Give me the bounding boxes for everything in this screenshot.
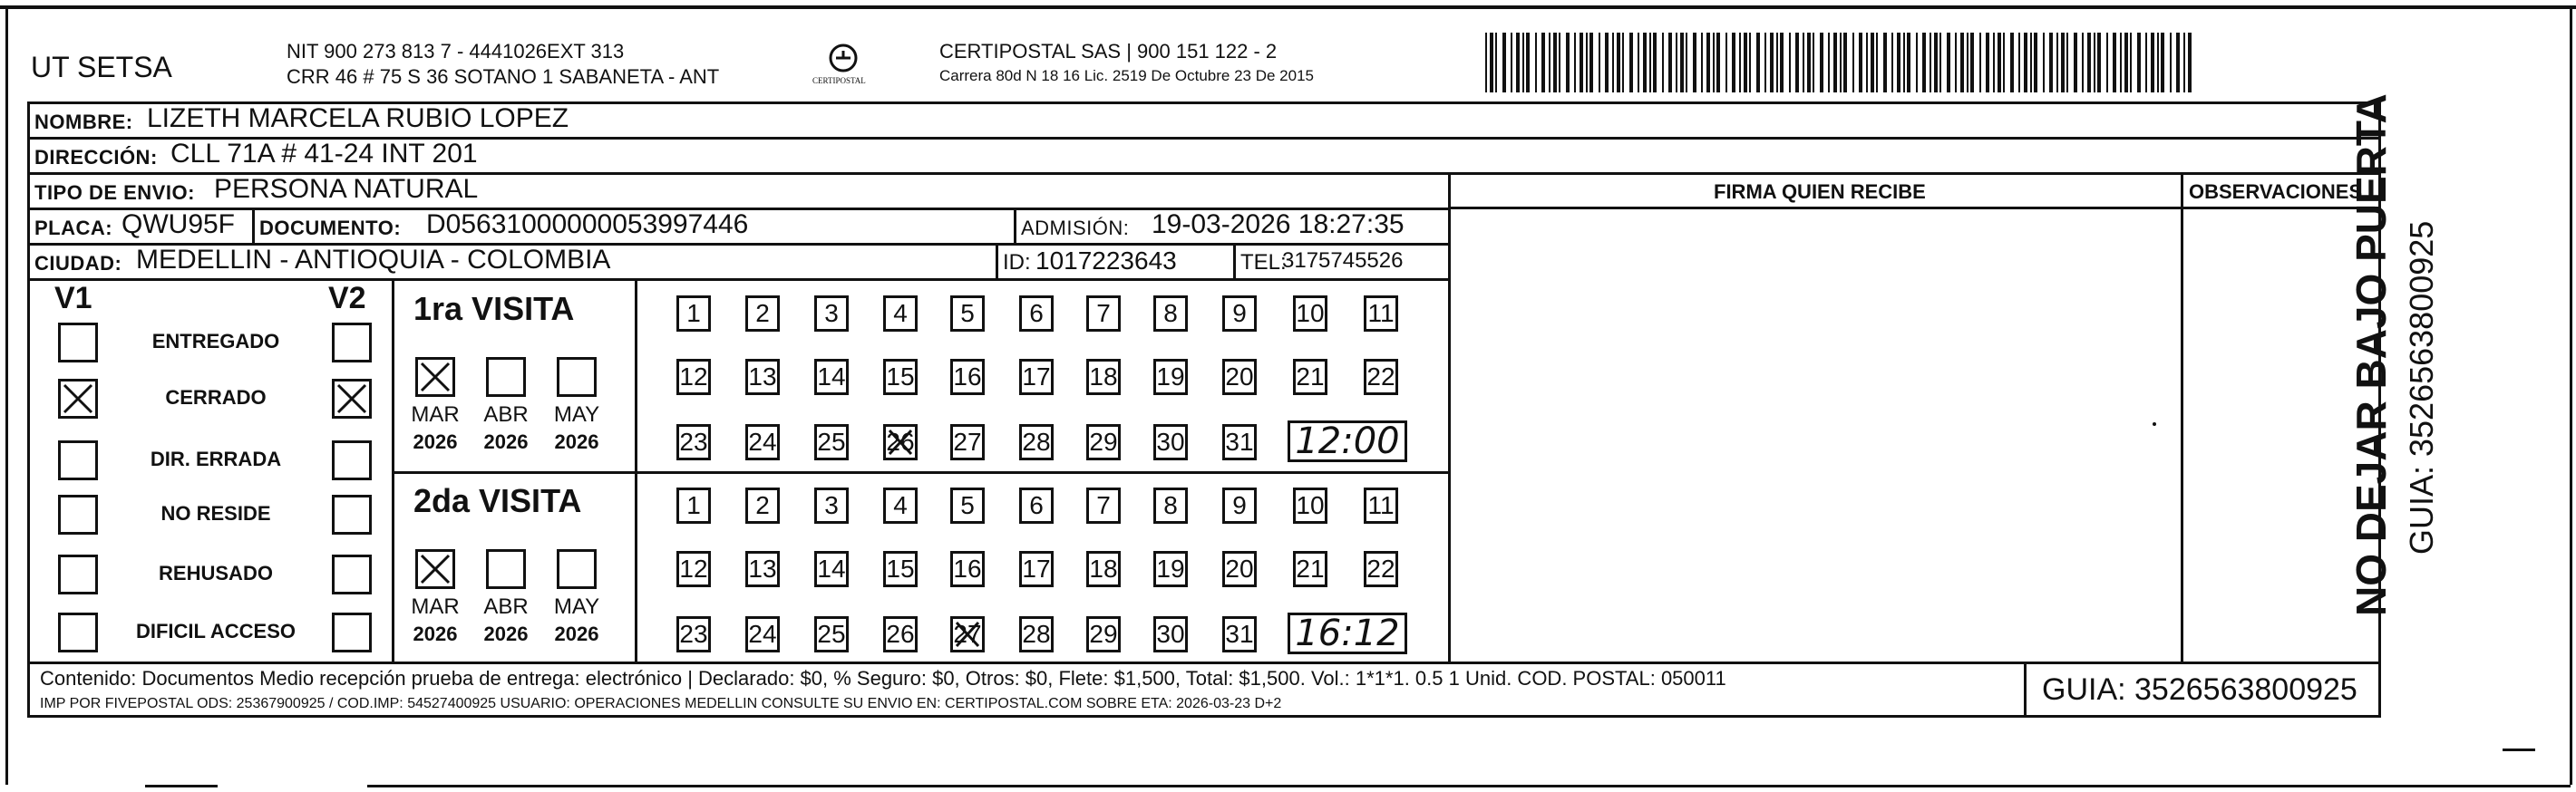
day-number: 18 [1089, 555, 1118, 583]
day-number: 22 [1366, 555, 1395, 583]
day-cell[interactable] [676, 488, 711, 524]
day-number: 21 [1296, 555, 1325, 583]
day-number: 8 [1163, 299, 1178, 327]
v2-checkbox-5[interactable] [332, 613, 372, 652]
day-cell[interactable] [1086, 616, 1121, 652]
day-number: 27 [953, 428, 982, 456]
day-cell[interactable] [950, 551, 985, 587]
month-checkbox-mar[interactable] [415, 549, 455, 589]
day-cell[interactable] [745, 488, 780, 524]
day-number: 24 [748, 428, 777, 456]
visit-time: 12:00 [1288, 420, 1407, 462]
status-option-label: REHUSADO [159, 562, 273, 584]
day-cell[interactable] [676, 359, 711, 395]
day-number: 4 [893, 491, 908, 519]
day-cell[interactable] [950, 488, 985, 524]
observaciones-header: OBSERVACIONES [2189, 180, 2363, 203]
day-number: 23 [679, 620, 708, 648]
day-cell[interactable] [676, 295, 711, 332]
footer-sep [27, 662, 2381, 664]
admision-sep [1014, 208, 1016, 243]
month-checkbox-may[interactable] [557, 357, 597, 397]
day-number: 17 [1022, 555, 1051, 583]
v1-checkbox-3[interactable] [58, 495, 98, 535]
day-cell[interactable] [1086, 359, 1121, 395]
day-number: 4 [893, 299, 908, 327]
v1-checkbox-5[interactable] [58, 613, 98, 652]
day-number: 26 [886, 620, 915, 648]
day-cell[interactable] [1364, 488, 1398, 524]
day-number: 1 [686, 299, 701, 327]
day-cell[interactable] [1153, 424, 1188, 460]
day-cell[interactable] [1086, 488, 1121, 524]
day-cell[interactable] [1153, 359, 1188, 395]
admision-label: ADMISIÓN: [1021, 217, 1130, 239]
visit-title-1: 2da VISITA [413, 482, 582, 519]
month-checkbox-may[interactable] [557, 549, 597, 589]
tipo-value: PERSONA NATURAL [214, 174, 479, 204]
cert-line1: CERTIPOSTAL SAS | 900 151 122 - 2 [939, 40, 1278, 63]
day-cell[interactable] [814, 551, 849, 587]
day-cell[interactable] [883, 295, 918, 332]
logo-text: CERTIPOSTAL [812, 76, 866, 85]
day-number: 18 [1089, 362, 1118, 391]
day-cell[interactable] [1364, 359, 1398, 395]
id-sep [996, 243, 998, 278]
visit-time: 16:12 [1288, 613, 1407, 654]
day-number: 21 [1296, 362, 1325, 391]
day-cell[interactable] [814, 295, 849, 332]
placa-sep [252, 208, 255, 243]
day-number: 28 [1022, 620, 1051, 648]
tipo-label: TIPO DE ENVIO: [34, 181, 195, 204]
day-cell[interactable] [883, 616, 918, 652]
day-cell[interactable] [950, 359, 985, 395]
id-value: 1017223643 [1035, 246, 1177, 275]
day-cell[interactable] [1222, 359, 1257, 395]
day-cell[interactable] [1364, 551, 1398, 587]
day-number: 12 [679, 362, 708, 391]
side-warning: NO DEJAR BAJO PUERTA [2348, 93, 2395, 616]
day-cell[interactable] [1293, 359, 1327, 395]
day-cell[interactable] [1086, 295, 1121, 332]
month-year: 2026 [554, 623, 599, 645]
day-cell[interactable] [883, 424, 918, 460]
day-cell[interactable] [1019, 616, 1054, 652]
day-number: 23 [679, 428, 708, 456]
day-number: 14 [817, 362, 846, 391]
top-border [0, 5, 2576, 9]
day-number: 25 [817, 620, 846, 648]
footer-line2: IMP POR FIVEPOSTAL ODS: 25367900925 / COD.IMP: 54527400925 USUARIO: OPERACIONES MEDELLIN CONSULTE SU ENVIO EN: CERTIPOSTAL.COM SOBRE ETA: 2026-03-23 D+2 [40, 696, 1282, 711]
day-number: 7 [1096, 491, 1111, 519]
day-cell[interactable] [1293, 488, 1327, 524]
firma-header: FIRMA QUIEN RECIBE [1714, 180, 1926, 203]
day-number: 20 [1225, 362, 1254, 391]
day-cell[interactable] [1019, 295, 1054, 332]
day-number: 31 [1225, 620, 1254, 648]
month-year: 2026 [483, 623, 529, 645]
cert-line2: Carrera 80d N 18 16 Lic. 2519 De Octubre 23 De 2015 [939, 67, 1314, 84]
day-number: 3 [824, 299, 839, 327]
day-cell[interactable] [1222, 616, 1257, 652]
left-border [5, 5, 8, 785]
day-cell[interactable] [950, 616, 985, 652]
day-number: 5 [960, 299, 975, 327]
bottom-border [367, 785, 2571, 787]
day-number: 22 [1366, 362, 1395, 391]
month-label: MAY [553, 594, 600, 619]
day-number: 17 [1022, 362, 1051, 391]
nombre-value: LIZETH MARCELA RUBIO LOPEZ [147, 103, 569, 133]
day-cell[interactable] [883, 488, 918, 524]
v2-checkbox-1[interactable] [332, 379, 372, 419]
day-number: 16 [953, 362, 982, 391]
day-cell[interactable] [1153, 295, 1188, 332]
day-number: 10 [1296, 491, 1325, 519]
month-label: ABR [483, 594, 529, 619]
day-number: 9 [1232, 299, 1247, 327]
month-checkbox-abr[interactable] [486, 357, 526, 397]
day-cell[interactable] [883, 551, 918, 587]
status-option-label: ENTREGADO [151, 330, 280, 353]
day-cell[interactable] [1222, 551, 1257, 587]
v2-checkbox-0[interactable] [332, 323, 372, 362]
v2-header: V2 [328, 281, 366, 315]
status-option-label: DIR. ERRADA [150, 448, 282, 470]
day-number: 28 [1022, 428, 1051, 456]
day-number: 15 [886, 362, 915, 391]
day-number: 6 [1029, 299, 1044, 327]
day-cell[interactable] [1293, 551, 1327, 587]
v2-checkbox-4[interactable] [332, 555, 372, 594]
side-guia: GUIA: 3526563800925 [2403, 220, 2440, 555]
right-border [2570, 5, 2572, 785]
month-year: 2026 [483, 430, 529, 453]
bottom-border-left [145, 785, 218, 787]
ciudad-value: MEDELLIN - ANTIOQUIA - COLOMBIA [136, 245, 611, 275]
month-year: 2026 [413, 430, 458, 453]
documento-value: D05631000000053997446 [426, 209, 749, 239]
tel-value: 3175745526 [1282, 248, 1404, 273]
day-number: 11 [1367, 491, 1395, 519]
day-number: 20 [1225, 555, 1254, 583]
v2-checkbox-2[interactable] [332, 440, 372, 480]
v2-checkbox-3[interactable] [332, 495, 372, 535]
signature-dot [2153, 422, 2156, 426]
day-cell[interactable] [1019, 424, 1054, 460]
day-cell[interactable] [745, 424, 780, 460]
margin-tick [2503, 749, 2535, 751]
visit-calendar-sep [635, 278, 637, 662]
day-cell[interactable] [1222, 488, 1257, 524]
v1-header: V1 [54, 281, 92, 315]
nombre-label: NOMBRE: [34, 111, 133, 133]
day-cell[interactable] [883, 359, 918, 395]
day-number: 19 [1156, 555, 1185, 583]
placa-label: PLACA: [34, 217, 113, 239]
day-cell[interactable] [1222, 424, 1257, 460]
day-number: 2 [755, 299, 770, 327]
day-cell[interactable] [1153, 616, 1188, 652]
day-number: 11 [1367, 299, 1395, 327]
day-number: 24 [748, 620, 777, 648]
month-checkbox-mar[interactable] [415, 357, 455, 397]
day-number: 8 [1163, 491, 1178, 519]
row-sep-6 [1449, 207, 2381, 209]
day-cell[interactable] [1086, 551, 1121, 587]
day-cell[interactable] [1153, 551, 1188, 587]
day-number: 27 [953, 620, 982, 648]
v1-checkbox-2[interactable] [58, 440, 98, 480]
barcode [1485, 33, 2202, 92]
day-cell[interactable] [814, 616, 849, 652]
month-year: 2026 [413, 623, 458, 645]
day-cell[interactable] [814, 424, 849, 460]
day-number: 5 [960, 491, 975, 519]
direccion-value: CLL 71A # 41-24 INT 201 [170, 139, 478, 169]
tel-sep [1233, 243, 1236, 278]
day-number: 30 [1156, 620, 1185, 648]
month-label: ABR [483, 402, 529, 427]
visit-title-0: 1ra VISITA [413, 290, 575, 327]
address-line: CRR 46 # 75 S 36 SOTANO 1 SABANETA - ANT [287, 65, 720, 88]
day-number: 7 [1096, 299, 1111, 327]
company-name: UT SETSA [31, 51, 172, 83]
day-cell[interactable] [1222, 295, 1257, 332]
footer-line1: Contenido: Documentos Medio recepción prueba de entrega: electrónico | Declarado: $0, % Seguro: $0, Otros: $0, Flete: $1,500, Total: $1,500. Vol.: 1*1*1. 0.5 1 Unid. COD. POSTAL: 050011 [40, 667, 1726, 690]
col-sep-firma [1448, 172, 1451, 662]
status-option-label: CERRADO [165, 386, 267, 409]
day-cell[interactable] [814, 359, 849, 395]
day-cell[interactable] [1293, 295, 1327, 332]
status-option-label: DIFICIL ACCESO [135, 620, 296, 642]
day-cell[interactable] [950, 295, 985, 332]
month-year: 2026 [554, 430, 599, 453]
day-number: 13 [748, 555, 777, 583]
admision-value: 19-03-2026 18:27:35 [1152, 209, 1405, 239]
day-number: 15 [886, 555, 915, 583]
footer-guia-sep [2024, 662, 2027, 718]
v1-checkbox-1[interactable] [58, 379, 98, 419]
day-number: 30 [1156, 428, 1185, 456]
tel-label: TEL: [1240, 250, 1287, 275]
day-cell[interactable] [950, 424, 985, 460]
day-cell[interactable] [814, 488, 849, 524]
row-sep-5 [27, 278, 1451, 281]
status-option-label: NO RESIDE [160, 502, 271, 525]
day-number: 25 [817, 428, 846, 456]
id-label: ID: [1003, 250, 1031, 275]
status-sep [392, 278, 394, 662]
day-cell[interactable] [1019, 488, 1054, 524]
v1-checkbox-4[interactable] [58, 555, 98, 594]
day-number: 26 [886, 428, 915, 456]
day-number: 9 [1232, 491, 1247, 519]
day-number: 19 [1156, 362, 1185, 391]
month-checkbox-abr[interactable] [486, 549, 526, 589]
day-number: 13 [748, 362, 777, 391]
day-number: 12 [679, 555, 708, 583]
day-number: 31 [1225, 428, 1254, 456]
day-cell[interactable] [1364, 295, 1398, 332]
day-cell[interactable] [1086, 424, 1121, 460]
day-cell[interactable] [1153, 488, 1188, 524]
day-number: 6 [1029, 491, 1044, 519]
day-cell[interactable] [676, 551, 711, 587]
day-number: 29 [1089, 620, 1118, 648]
v1-checkbox-0[interactable] [58, 323, 98, 362]
month-label: MAR [411, 594, 460, 619]
direccion-label: DIRECCIÓN: [34, 146, 158, 169]
day-cell[interactable] [745, 616, 780, 652]
month-label: MAY [553, 402, 600, 427]
day-number: 29 [1089, 428, 1118, 456]
day-number: 10 [1296, 299, 1325, 327]
day-cell[interactable] [745, 359, 780, 395]
day-cell[interactable] [676, 424, 711, 460]
visit-sep [392, 471, 1451, 474]
day-number: 16 [953, 555, 982, 583]
day-number: 1 [686, 491, 701, 519]
col-sep-obs [2181, 172, 2183, 662]
day-cell[interactable] [1019, 551, 1054, 587]
day-number: 3 [824, 491, 839, 519]
placa-value: QWU95F [122, 209, 236, 239]
day-number: 14 [817, 555, 846, 583]
footer-guia: GUIA: 3526563800925 [2042, 672, 2357, 707]
day-cell[interactable] [676, 616, 711, 652]
ciudad-label: CIUDAD: [34, 252, 122, 275]
documento-label: DOCUMENTO: [259, 217, 402, 239]
month-label: MAR [411, 402, 460, 427]
certipostal-logo [812, 40, 870, 94]
nit-line: NIT 900 273 813 7 - 4441026EXT 313 [287, 40, 625, 63]
day-cell[interactable] [1019, 359, 1054, 395]
day-number: 2 [755, 491, 770, 519]
day-cell[interactable] [745, 295, 780, 332]
day-cell[interactable] [745, 551, 780, 587]
